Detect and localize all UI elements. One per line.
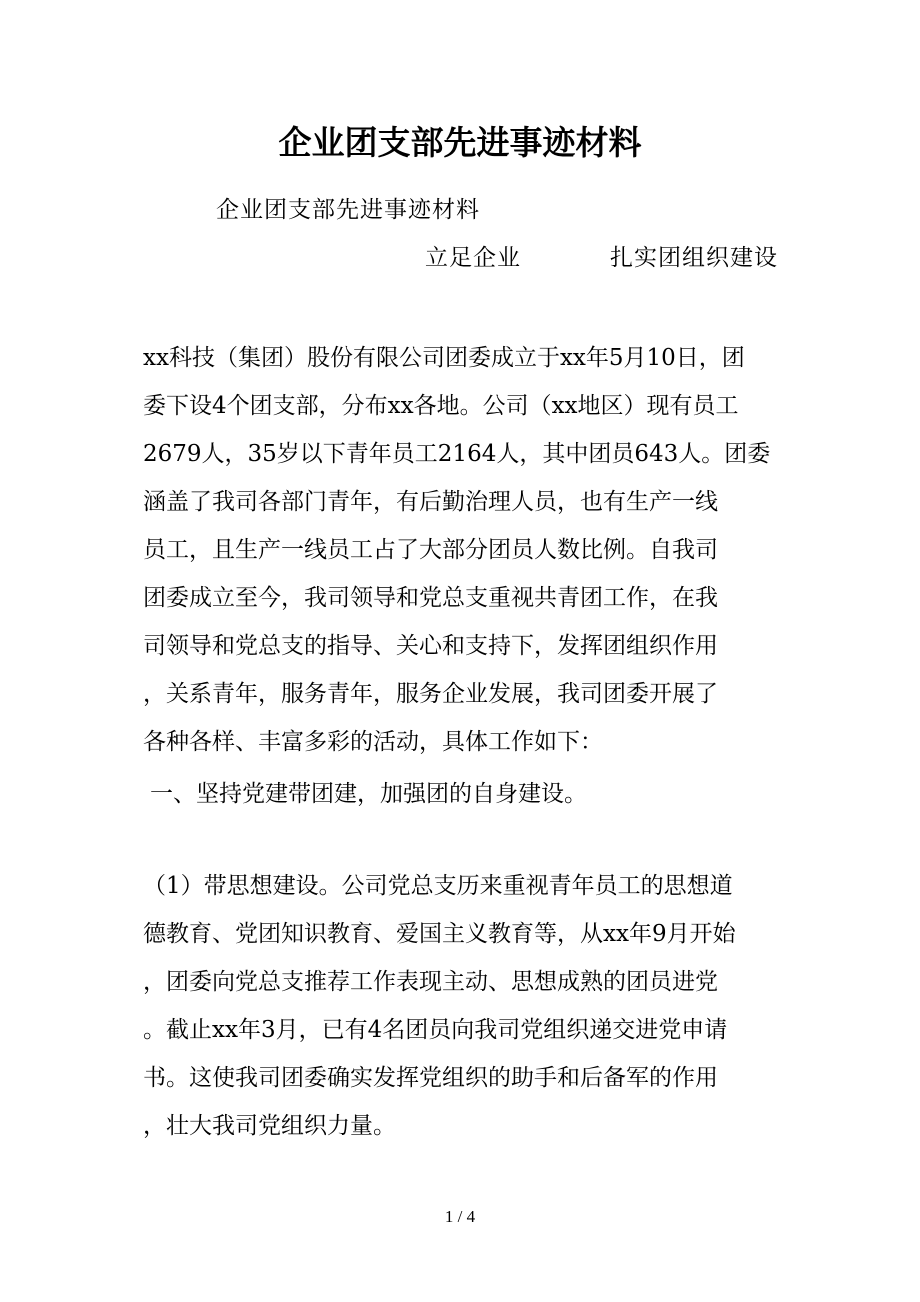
paragraph-line: ，壮大我司党组织力量。 bbox=[143, 1113, 396, 1139]
paragraph-line: 书。这使我司团委确实发挥党组织的助手和后备军的作用 bbox=[143, 1065, 718, 1091]
slogan-left: 立足企业 bbox=[425, 245, 521, 271]
paragraph-line: 2679人，35岁以下青年员工2164人，其中团员643人。团委 bbox=[143, 441, 771, 467]
paragraph-line: 团委成立至今，我司领导和党总支重视共青团工作，在我 bbox=[143, 585, 718, 611]
paragraph-line: ，团委向党总支推荐工作表现主动、思想成熟的团员进党 bbox=[143, 969, 718, 995]
section1-paragraph bbox=[143, 862, 783, 1150]
slogan-right: 扎实团组织建设 bbox=[610, 245, 778, 271]
paragraph-line: 德教育、党团知识教育、爱国主义教育等，从xx年9月开始 bbox=[143, 921, 736, 947]
page-number: 1 / 4 bbox=[444, 1207, 476, 1226]
document-title: 企业团支部先进事迹材料 bbox=[278, 123, 642, 162]
paragraph-line: 委下设4个团支部，分布xx各地。公司（xx地区）现有员工 bbox=[143, 393, 739, 419]
paragraph-line: ，关系青年，服务青年，服务企业发展，我司团委开展了 bbox=[143, 681, 718, 707]
paragraph-line: 司领导和党总支的指导、关心和支持下，发挥团组织作用 bbox=[143, 633, 718, 659]
section-heading: 一、坚持党建带团建，加强团的自身建设。 bbox=[150, 781, 587, 807]
paragraph-line: 涵盖了我司各部门青年，有后勤治理人员，也有生产一线 bbox=[143, 489, 718, 515]
paragraph-line: 各种各样、丰富多彩的活动，具体工作如下： bbox=[143, 729, 603, 755]
paragraph-line: xx科技（集团）股份有限公司团委成立于xx年5月10日，团 bbox=[143, 345, 745, 371]
paragraph-line: 员工，且生产一线员工占了大部分团员人数比例。自我司 bbox=[143, 537, 718, 563]
paragraph-line: 。截止xx年3月，已有4名团员向我司党组织递交进党申请 bbox=[143, 1017, 728, 1043]
paragraph-line: （1）带思想建设。公司党总支历来重视青年员工的思想道 bbox=[143, 873, 733, 899]
intro-paragraph bbox=[143, 334, 783, 766]
document-subtitle: 企业团支部先进事迹材料 bbox=[216, 197, 480, 223]
